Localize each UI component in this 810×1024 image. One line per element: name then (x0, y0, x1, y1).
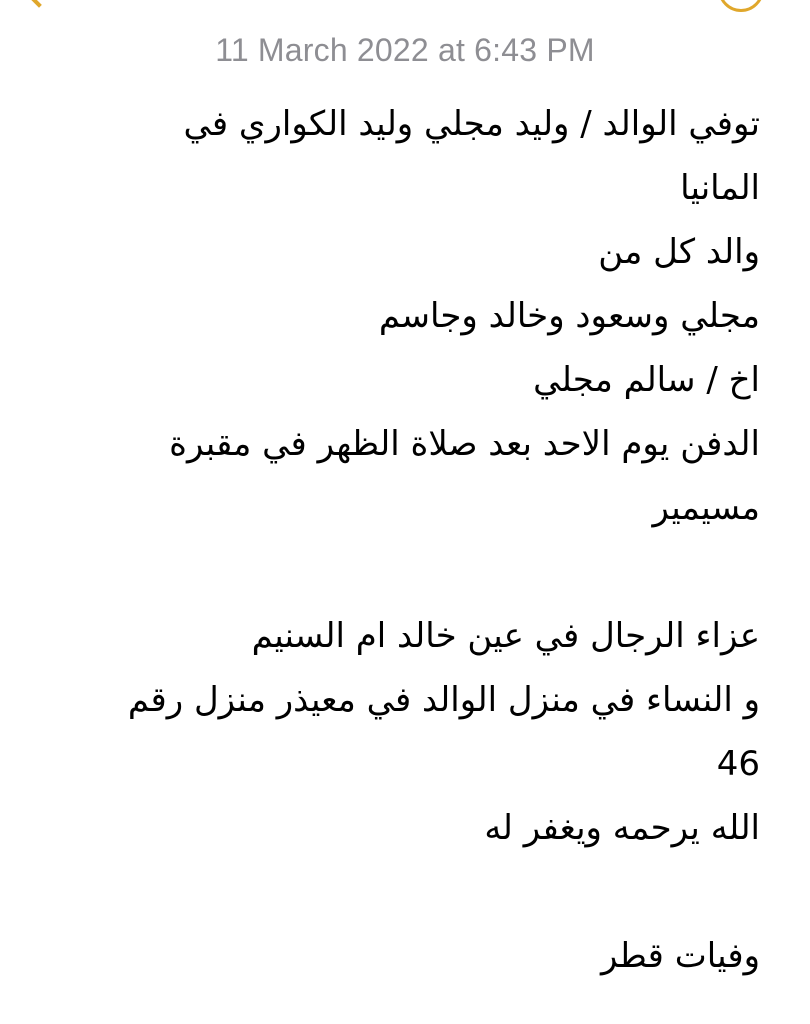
note-line: اخ / سالم مجلي (533, 360, 760, 400)
note-line: توفي الوالد / وليد مجلي وليد الكواري في (183, 104, 760, 144)
note-line: 46 (716, 744, 760, 784)
note-line: الله يرحمه ويغفر له (484, 808, 760, 848)
note-line: وفيات قطر (600, 936, 760, 976)
note-body[interactable] (80, 92, 760, 988)
note-blank-line (80, 540, 760, 604)
note-blank-line (80, 860, 760, 924)
ellipsis-circle-icon[interactable] (718, 0, 764, 12)
note-line: الدفن يوم الاحد بعد صلاة الظهر في مقبرة (169, 424, 760, 464)
note-line: مجلي وسعود وخالد وجاسم (378, 296, 760, 336)
note-line: والد كل من (598, 232, 760, 272)
note-line: المانيا (680, 168, 760, 208)
note-line: و النساء في منزل الوالد في معيذر منزل رقم (127, 680, 760, 720)
note-line: مسيمير (652, 488, 760, 528)
note-timestamp: 11 March 2022 at 6:43 PM (215, 32, 595, 68)
navigation-bar (0, 0, 810, 20)
chevron-left-icon[interactable] (26, 0, 51, 8)
note-line: عزاء الرجال في عين خالد ام السنيم (251, 616, 760, 656)
